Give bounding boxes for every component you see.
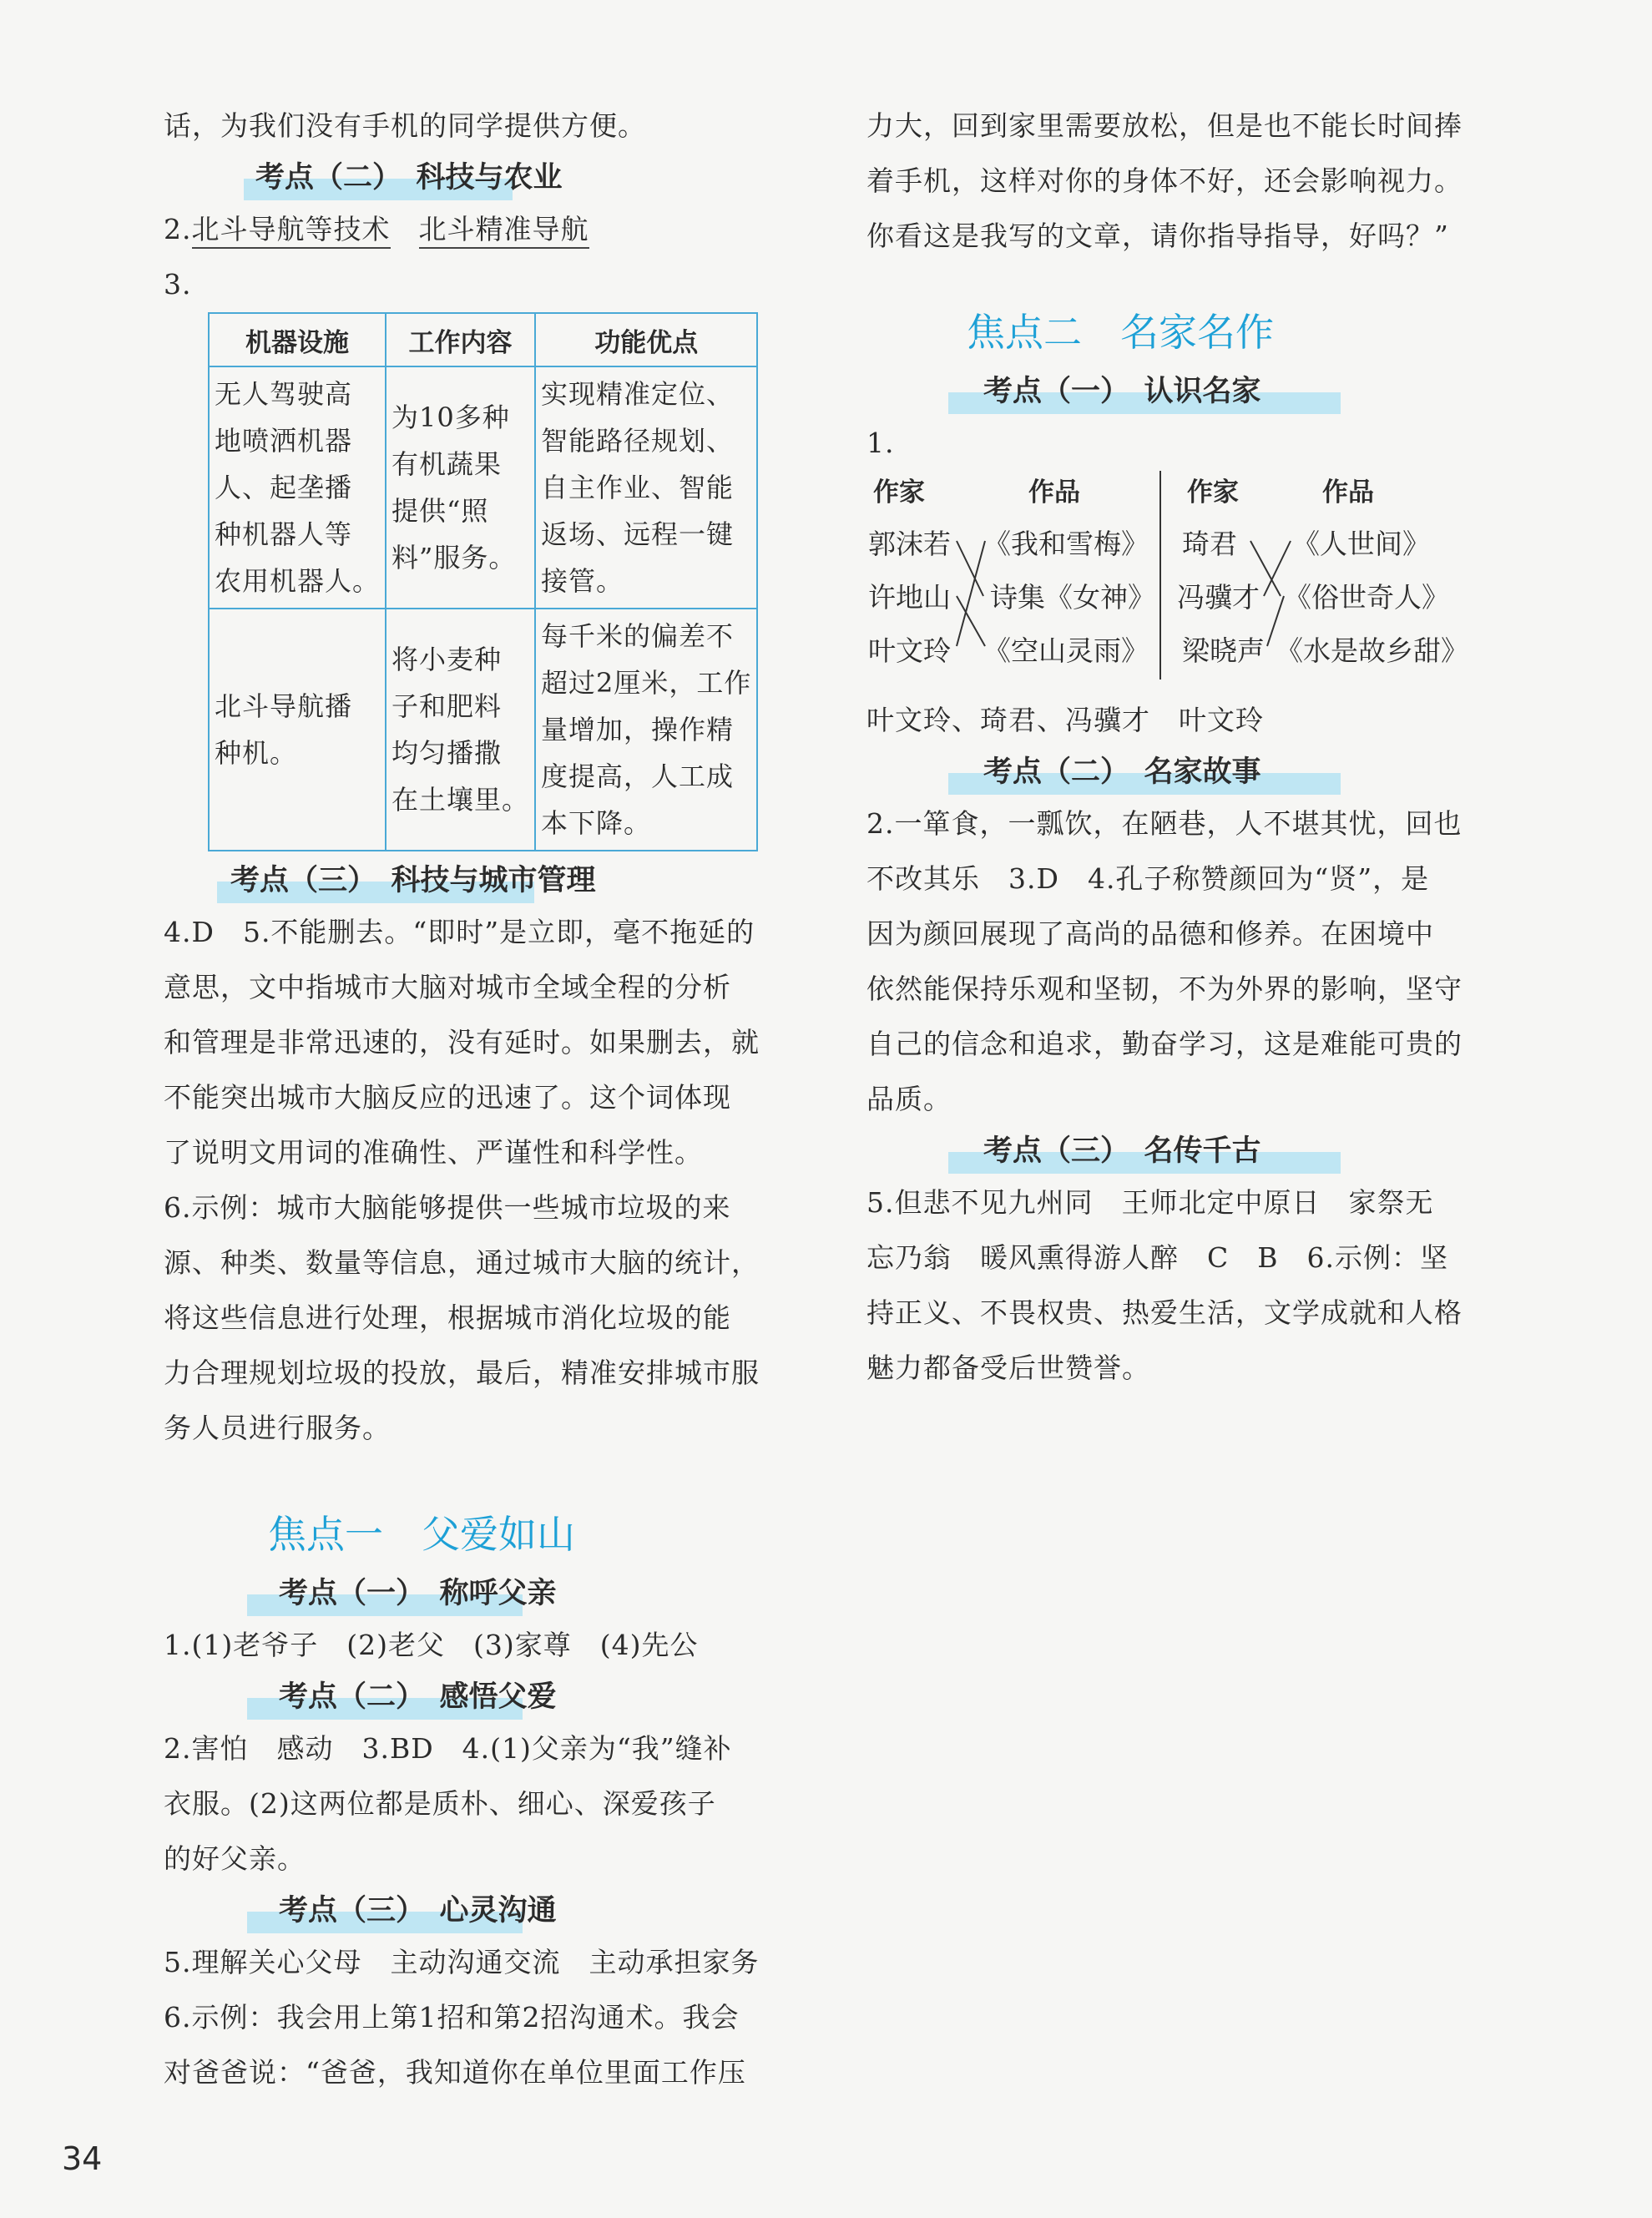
work-kongshanlingyu: 《空山灵雨》 bbox=[983, 634, 1149, 667]
focus-2-answer-3: 5.但悲不见九州同 王师北定中原日 家祭无 忘乃翁 暖风熏得游人醉 C B 6.示例：坚 持正义、不畏权贵、热爱生活，文学成就和人格 魅力都备受后世赞誉。 bbox=[866, 1186, 1463, 1384]
writer-yewenling: 叶文玲 bbox=[868, 634, 951, 667]
table-cell: 北斗导航播 种机。 bbox=[209, 609, 386, 851]
kaodian-2-heading: 考点（二） 科技与农业 bbox=[164, 154, 756, 202]
question-3-label: 3. bbox=[164, 268, 192, 301]
answer-2b: 北斗精准导航 bbox=[419, 213, 589, 249]
writer-header-left: 作家 bbox=[873, 477, 925, 508]
match-line bbox=[1264, 541, 1291, 596]
table-cell: 实现精准定位、 智能路径规划、 自主作业、智能 返场、远程一键 接管。 bbox=[535, 366, 757, 609]
table-header: 工作内容 bbox=[386, 313, 535, 366]
match-line bbox=[957, 541, 983, 596]
table-row bbox=[209, 366, 757, 609]
match-line bbox=[957, 596, 985, 646]
writer-guomoruo: 郭沫若 bbox=[868, 528, 951, 560]
table-header: 机器设施 bbox=[209, 313, 386, 366]
focus-1-title: 焦点一 父爱如山 bbox=[268, 1512, 575, 1557]
intro-line: 话，为我们没有手机的同学提供方便。 bbox=[164, 109, 646, 142]
work-header-left: 作品 bbox=[1028, 477, 1080, 508]
answer-2a: 北斗导航等技术 bbox=[192, 213, 391, 249]
work-shuishiguxiangtian: 《水是故乡甜》 bbox=[1276, 634, 1468, 667]
question-1-label: 1. bbox=[866, 427, 895, 459]
table-row bbox=[209, 609, 757, 851]
table-cell: 将小麦种 子和肥料 均匀播撒 在土壤里。 bbox=[386, 609, 535, 851]
focus-1-answer-2: 2.害怕 感动 3.BD 4.(1)父亲为“我”缝补 衣服。(2)这两位都是质朴、细心、深爱孩子 的好父亲。 bbox=[164, 1732, 732, 1875]
work-sushiqiren: 《俗世奇人》 bbox=[1284, 581, 1449, 614]
right-column bbox=[866, 99, 1468, 1396]
matching-lines bbox=[866, 471, 1459, 713]
answer-4-5: 4.D 5.不能删去。“即时”是立即，毫不拖延的 意思，文中指城市大脑对城市全域全程的分析 和管理是非常迅速的，没有延时。如果删去，就 不能突出城市大脑反应的迅速了。这个词体现 了说明文用词的准确性、严谨性和科学性。 bbox=[164, 916, 760, 1169]
writer-qijun: 琦君 bbox=[1182, 528, 1237, 560]
focus-2-answer-2: 2.一箪食，一瓢饮，在陋巷，人不堪其忧，回也 不改其乐 3.D 4.孔子称赞颜回为“贤”，是 因为颜回展现了高尚的品德和修养。在困境中 依然能保持乐观和坚韧，不为外界的影响，坚守 自己的信念和追求，勤奋学习，这是难能可贵的 品质。 bbox=[866, 807, 1463, 1115]
focus-2-kaodian-2: 考点（二） 名家故事 bbox=[866, 748, 1459, 796]
page-number: 34 bbox=[62, 2140, 103, 2177]
focus-1-answer-3: 5.理解关心父母 主动沟通交流 主动承担家务 6.示例：我会用上第1招和第2招沟通术。我会 对爸爸说：“爸爸，我知道你在单位里面工作压 bbox=[164, 1946, 760, 2089]
matching-exercise bbox=[866, 471, 1468, 713]
continued-text: 力大，回到家里需要放松，但是也不能长时间捧 着手机，这样对你的身体不好，还会影响视力。 你看这是我写的文章，请你指导指导，好吗？” bbox=[866, 109, 1463, 252]
focus-1-kaodian-2: 考点（二） 感悟父爱 bbox=[164, 1673, 756, 1721]
work-woheixuemei: 《我和雪梅》 bbox=[983, 528, 1149, 560]
writer-header-right: 作家 bbox=[1187, 477, 1239, 508]
matching-answer: 叶文玲、琦君、冯骥才 叶文玲 bbox=[866, 704, 1264, 736]
table-cell: 为10多种 有机蔬果 提供“照 料”服务。 bbox=[386, 366, 535, 609]
table-header: 功能优点 bbox=[535, 313, 757, 366]
writer-xudishan: 许地山 bbox=[868, 581, 951, 614]
focus-2-kaodian-3: 考点（三） 名传千古 bbox=[866, 1127, 1459, 1175]
match-line bbox=[1267, 596, 1284, 646]
answer-table bbox=[208, 312, 758, 851]
focus-2-title: 焦点二 名家名作 bbox=[967, 310, 1274, 355]
answer-6: 6.示例：城市大脑能够提供一些城市垃圾的来 源、种类、数量等信息，通过城市大脑的统计， 将这些信息进行处理，根据城市消化垃圾的能 力合理规划垃圾的投放，最后，精准安排城市服 务人员进行服务。 bbox=[164, 1191, 760, 1444]
table-cell: 每千米的偏差不 超过2厘米，工作 量增加，操作精 度提高，人工成 本下降。 bbox=[535, 609, 757, 851]
question-2: 2.北斗导航等技术 北斗精准导航 bbox=[164, 202, 756, 257]
writer-liangxiaosheng: 梁晓声 bbox=[1182, 634, 1265, 667]
left-column bbox=[164, 99, 760, 2100]
focus-1-kaodian-1: 考点（一） 称呼父亲 bbox=[164, 1569, 756, 1618]
focus-1-answer-1: 1.(1)老爷子 (2)老父 (3)家尊 (4)先公 bbox=[164, 1629, 699, 1661]
table-header-row bbox=[209, 313, 757, 366]
match-line bbox=[1250, 541, 1281, 596]
kaodian-3-heading: 考点（三） 科技与城市管理 bbox=[164, 856, 756, 905]
table-cell: 无人驾驶高 地喷洒机器 人、起垄播 种机器人等 农用机器人。 bbox=[209, 366, 386, 609]
work-nvshen: 诗集《女神》 bbox=[990, 581, 1155, 614]
match-line bbox=[957, 541, 985, 646]
writer-fengjicai: 冯骥才 bbox=[1177, 581, 1260, 614]
focus-2-kaodian-1: 考点（一） 认识名家 bbox=[866, 367, 1459, 416]
work-header-right: 作品 bbox=[1322, 477, 1374, 508]
work-renshijian: 《人世间》 bbox=[1292, 528, 1430, 560]
focus-1-kaodian-3: 考点（三） 心灵沟通 bbox=[164, 1887, 756, 1935]
